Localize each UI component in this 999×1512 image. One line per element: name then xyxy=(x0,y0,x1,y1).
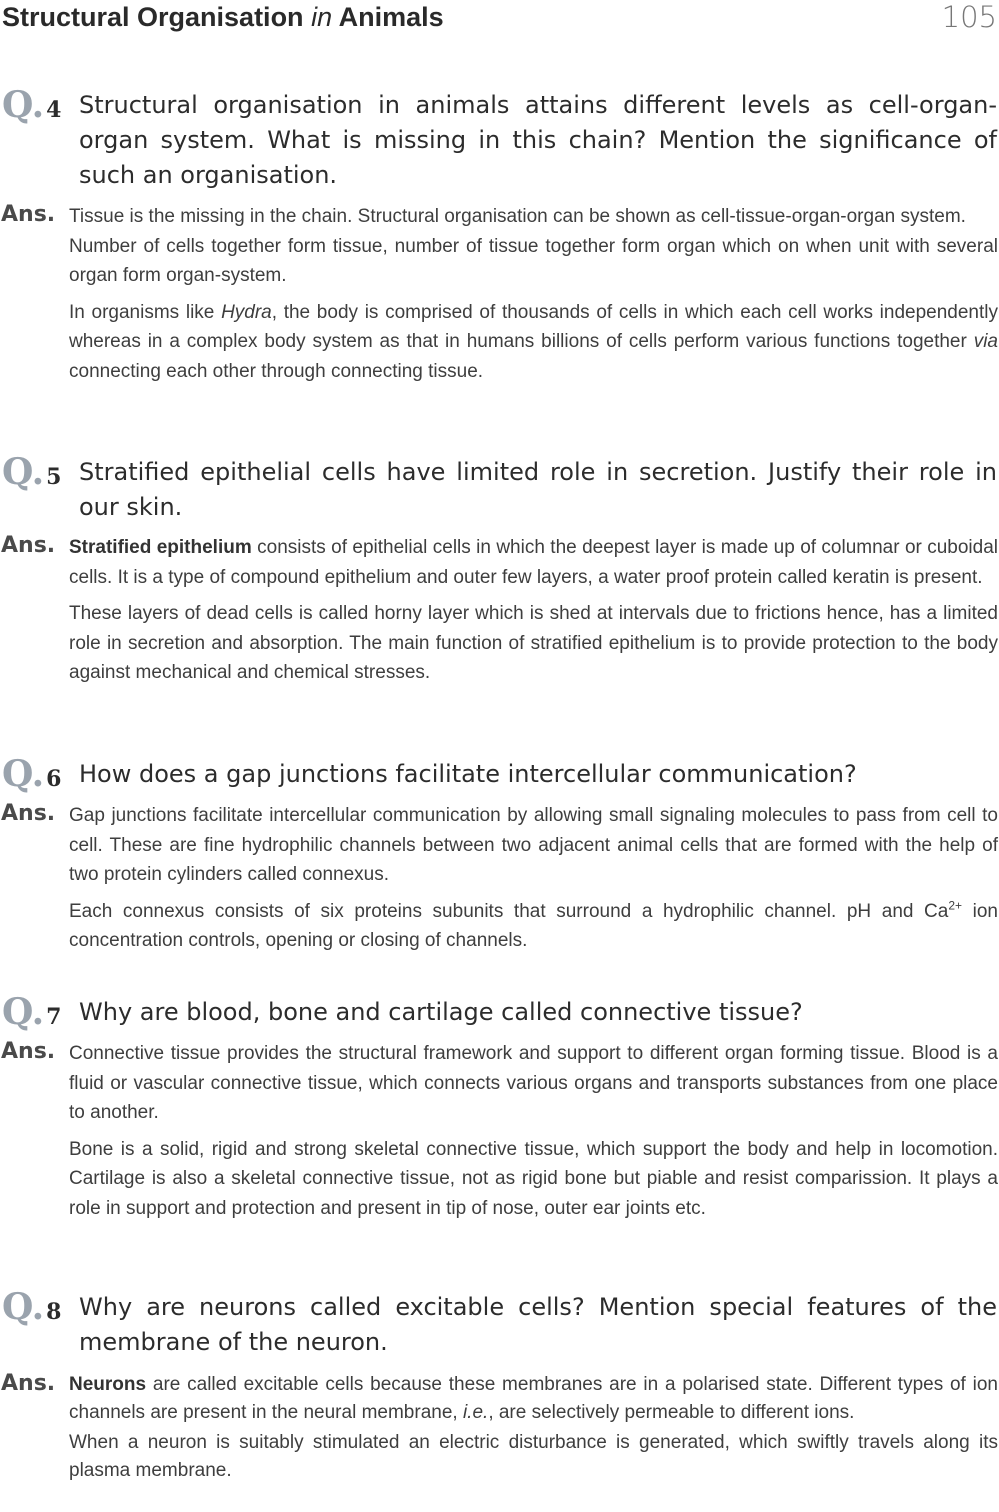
question-number: 5 xyxy=(46,464,62,490)
title-part-2: Animals xyxy=(338,2,444,32)
answer-paragraph: Tissue is the missing in the chain. Structural organisation can be shown as cell-tissue-organ-organ system. xyxy=(69,206,966,227)
page-title xyxy=(2,2,444,33)
question-number: 4 xyxy=(46,97,62,123)
question-label xyxy=(2,84,62,126)
question-text: Structural organisation in animals attains different levels as cell-organ-organ system. What is missing in this chain? Mention the significance of such an organisation. xyxy=(79,91,997,189)
page-header xyxy=(2,0,997,40)
question-text: How does a gap junctions facilitate intercellular communication? xyxy=(79,760,857,788)
answer-label: Ans. xyxy=(1,202,56,227)
answer-label: Ans. xyxy=(1,801,56,826)
q-mark: Q. xyxy=(2,84,45,126)
answer-label: Ans. xyxy=(1,533,56,558)
answer-paragraph: Connective tissue provides the structural framework and support to different organ forming tissue. Blood is a fluid or vascular connective tissue, which connects various organs and transports substances from one place to another. xyxy=(69,1043,998,1123)
q-mark: Q. xyxy=(2,753,45,795)
question-number: 8 xyxy=(46,1299,62,1325)
answer-body xyxy=(69,1371,998,1484)
answer-paragraph: Number of cells together form tissue, number of tissue together form organ which on when unit with several organ form organ-system. xyxy=(69,235,998,286)
question-label xyxy=(2,753,62,795)
answer-paragraph: Neurons are called excitable cells because these membranes are in a polarised state. Different types of ion channels are present in the neural membrane, i.e., are selectively permeable to different ions. xyxy=(69,1374,998,1423)
question-label xyxy=(2,1286,62,1328)
answer-paragraph: Bone is a solid, rigid and strong skeletal connective tissue, which support the body and help in locomotion. Cartilage is also a skeletal connective tissue, not as rigid bone but piable and resist comparission. It plays a role in support and protection and present in tip of nose, outer ear joints etc. xyxy=(69,1138,998,1219)
answer-paragraph: When a neuron is suitably stimulated an electric disturbance is generated, which swiftly travels along its plasma membrane. xyxy=(69,1432,998,1481)
answer-label: Ans. xyxy=(1,1039,56,1064)
question-text: Why are blood, bone and cartilage called connective tissue? xyxy=(79,998,803,1026)
question-text: Stratified epithelial cells have limited role in secretion. Justify their role in our skin. xyxy=(79,458,997,521)
page-number: 105 xyxy=(941,0,997,34)
answer-paragraph: In organisms like Hydra, the body is comprised of thousands of cells in which each cell works independently whereas in a complex body system as that in humans billions of cells perform various functions together via connecting each other through connecting tissue. xyxy=(69,301,998,382)
answer-body xyxy=(69,533,998,688)
answer-body xyxy=(69,801,998,956)
answer-paragraph: These layers of dead cells is called horny layer which is shed at intervals due to frictions hence, has a limited role in secretion and absorption. The main function of stratified epithelium is to provide protection to the body against mechanical and chemical stresses. xyxy=(69,603,998,683)
question-text: Why are neurons called excitable cells? Mention special features of the membrane of the neuron. xyxy=(79,1293,997,1356)
question-number: 6 xyxy=(46,766,62,792)
answer-body xyxy=(69,1039,998,1223)
q-mark: Q. xyxy=(2,451,45,493)
answer-label: Ans. xyxy=(1,1371,56,1396)
answer-paragraph: Each connexus consists of six proteins subunits that surround a hydrophilic channel. pH and $Ca^{2+}$ ion concentration controls, opening or closing of channels. xyxy=(69,898,998,951)
answer-body xyxy=(69,202,998,386)
question-label xyxy=(2,991,62,1033)
title-italic: in xyxy=(311,2,333,32)
title-part-1: Structural Organisation xyxy=(2,2,304,32)
q-mark: Q. xyxy=(2,991,45,1033)
question-label xyxy=(2,451,62,493)
question-number: 7 xyxy=(46,1004,62,1030)
answer-paragraph: Gap junctions facilitate intercellular communication by allowing small signaling molecules to pass from cell to cell. These are fine hydrophilic channels between two adjacent animal cells that are formed with the help of two protein cylinders called connexus. xyxy=(69,805,998,885)
q-mark: Q. xyxy=(2,1286,45,1328)
answer-paragraph: Stratified epithelium consists of epithelial cells in which the deepest layer is made up of columnar or cuboidal cells. It is a type of compound epithelium and outer few layers, a water proof protein called keratin is present. xyxy=(69,537,999,588)
